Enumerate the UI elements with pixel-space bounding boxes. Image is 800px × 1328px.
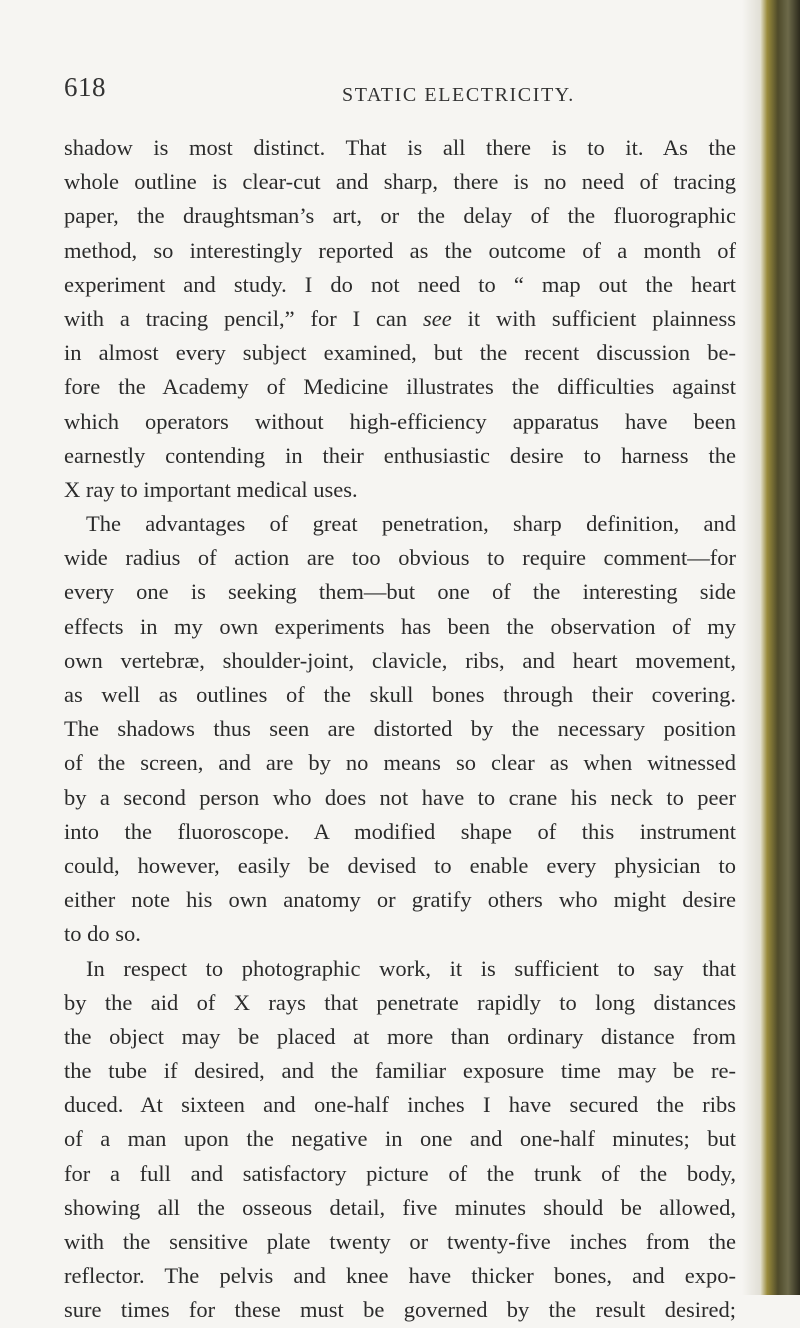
text-line: of the screen, and are by no means so clear as when witnessed (64, 750, 736, 776)
text-line: in almost every subject examined, but the recent discussion be- (64, 340, 736, 366)
text-line: duced. At sixteen and one-half inches I have secured the ribs (64, 1092, 736, 1118)
text-line: reflector. The pelvis and knee have thicker bones, and expo- (64, 1263, 736, 1289)
text-line: whole outline is clear-cut and sharp, there is no need of tracing (64, 169, 736, 195)
book-binding-edge (760, 0, 800, 1295)
text-line: every one is seeking them—but one of the interesting side (64, 579, 736, 605)
text-line: by the aid of X rays that penetrate rapidly to long distances (64, 989, 736, 1015)
text-line: which operators without high-efficiency apparatus have been (64, 408, 736, 434)
text-line: fore the Academy of Medicine illustrates the difficulties against (64, 374, 736, 400)
text-line: experiment and study. I do not need to “ map out the heart (64, 271, 736, 297)
text-line: into the fluoroscope. A modified shape of this instrument (64, 818, 736, 844)
text-line: by a second person who does not have to crane his neck to peer (64, 784, 736, 810)
text-line: could, however, easily be devised to enable every physician to (64, 852, 736, 878)
text-line: X ray to important medical uses. (64, 476, 358, 502)
text-line: either note his own anatomy or gratify others who might desire (64, 887, 736, 913)
text-line: the object may be placed at more than ordinary distance from (64, 1023, 736, 1049)
page-gutter-shadow (742, 0, 760, 1295)
paragraph-first-line: In respect to photographic work, it is sufficient to say that (86, 955, 736, 981)
text-line: to do so. (64, 921, 141, 947)
text-line: as well as outlines of the skull bones through their covering. (64, 682, 736, 707)
text-line: own vertebræ, shoulder-joint, clavicle, ribs, and heart movement, (64, 647, 736, 673)
text-line: showing all the osseous detail, five minutes should be allowed, (64, 1194, 736, 1220)
text-line: effects in my own experiments has been the observation of my (64, 613, 736, 639)
text-line: The shadows thus seen are distorted by the necessary position (64, 716, 736, 742)
text-line: with the sensitive plate twenty or twenty-five inches from the (64, 1229, 736, 1254)
text-line: paper, the draughtsman’s art, or the delay of the fluorographic (64, 203, 736, 229)
text-line: wide radius of action are too obvious to require comment—for (64, 545, 736, 571)
body-text (64, 131, 736, 1328)
text-line: the tube if desired, and the familiar exposure time may be re- (64, 1058, 736, 1084)
text-line: method, so interestingly reported as the outcome of a month of (64, 237, 736, 263)
text-line (64, 302, 736, 336)
text-line: earnestly contending in their enthusiastic desire to harness the (64, 442, 736, 468)
text-segment: with a tracing pencil,” for I can (64, 305, 424, 331)
text-line: sure times for these must be governed by the result desired; (64, 1297, 736, 1323)
running-title: STATIC ELECTRICITY. (342, 84, 575, 106)
paragraph-first-line: The advantages of great penetration, sharp definition, and (86, 511, 736, 537)
text-segment: it with sufficient plainness (451, 305, 736, 331)
text-line: for a full and satisfactory picture of the trunk of the body, (64, 1160, 736, 1186)
emphasized-word: see (423, 305, 452, 331)
page-number: 618 (64, 72, 106, 102)
text-line: shadow is most distinct. That is all there is to it. As the (64, 135, 736, 160)
text-line: of a man upon the negative in one and one-half minutes; but (64, 1126, 736, 1152)
